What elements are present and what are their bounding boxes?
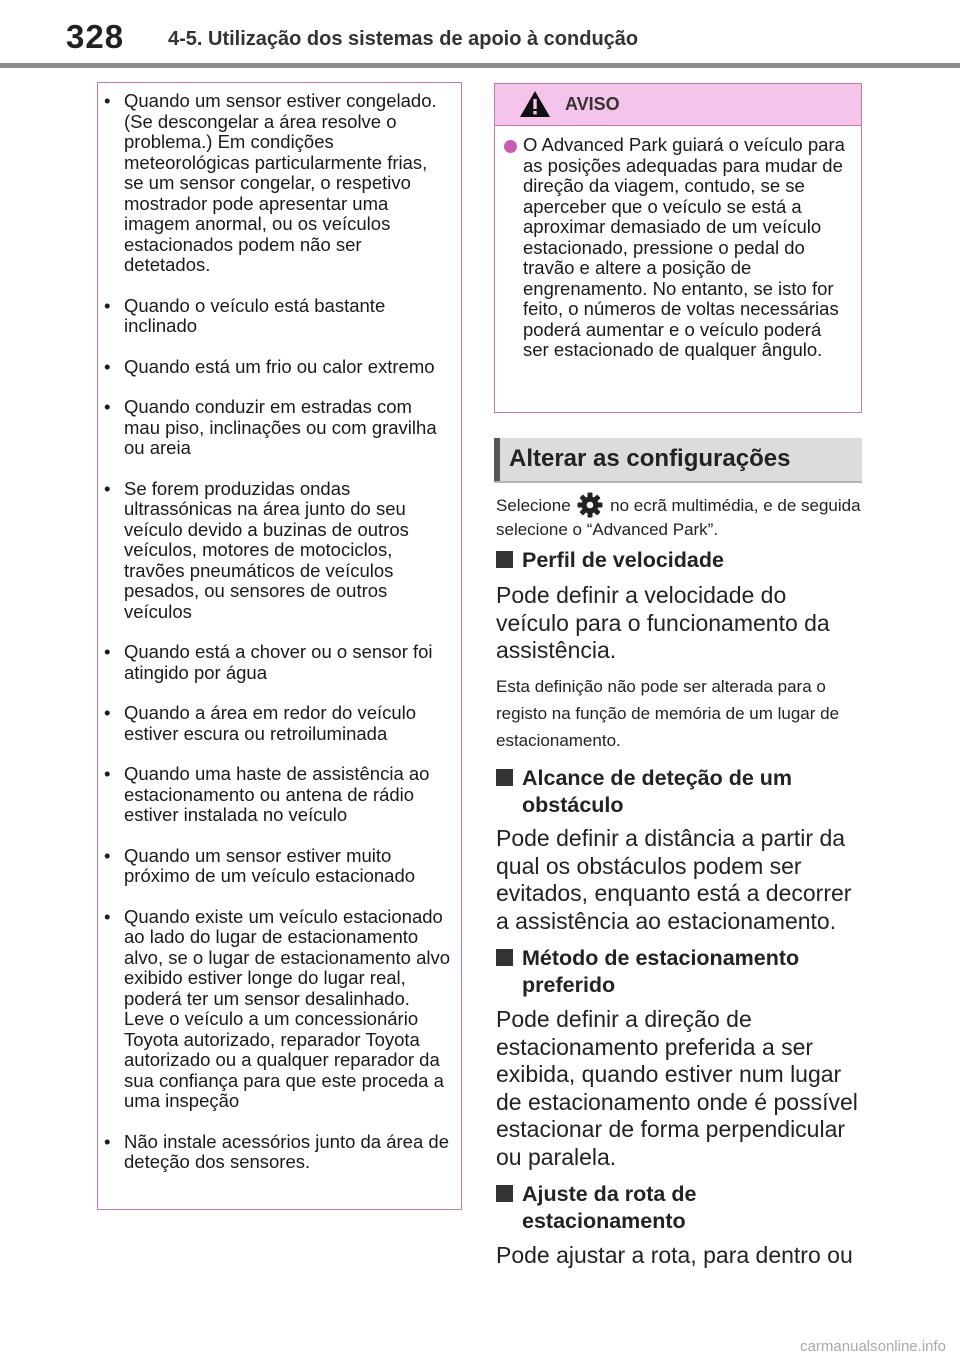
section-body: Pode ajustar a rota, para dentro ou	[496, 1242, 853, 1268]
page-number: 328	[66, 18, 125, 55]
gear-icon	[577, 492, 603, 518]
subsection-heading: Alcance de deteção de um obstáculo	[496, 765, 862, 819]
list-item: • Quando conduzir em estradas com mau piso, inclinações ou com gravilha ou areia	[104, 396, 437, 458]
bullet-dot-icon	[504, 140, 517, 153]
warning-triangle-icon	[519, 90, 551, 118]
warning-title: AVISO	[565, 94, 620, 114]
settings-intro: Selecione no ecrã multimédia, e de seguida selecione o “Advanced Park”.	[496, 492, 862, 541]
list-item: • Quando existe um veículo estacionado ao lado do lugar de estacionamento alvo, se o lugar de estacionamento alvo exibido estiver longe do lugar real, poderá ter um sensor desalinhado. Leve o veículo a um concessionário Toyota autorizado, reparador Toyota autorizado ou a qualquer reparador da sua confiança para que este proceda a uma inspeção	[104, 905, 451, 1111]
settings-heading-text: Alterar as configurações	[509, 445, 791, 472]
list-item: • Se forem produzidas ondas ultrassónicas na área junto do seu veículo devido a buzinas de outros veículos, motores de motociclos, travões pneumáticos de veículos pesados, ou sensores de outros veículos	[104, 477, 409, 622]
square-bullet-icon	[496, 949, 513, 966]
settings-heading	[494, 438, 862, 483]
warning-text: O Advanced Park guiará o veículo para as posições adequadas para mudar de direção da viagem, contudo, se se aperceber que o veículo se está a aproximar demasiado de um veículo estacionado, pressione o pedal do travão e altere a posição de engrenamento. No entanto, se isto for feito, o números de voltas necessárias poderá aumentar e o veículo poderá ser estacionado de qualquer ângulo.	[523, 134, 845, 360]
header-divider	[0, 63, 960, 68]
subsection-heading: Método de estacionamento preferido	[496, 945, 862, 999]
subsection-heading: Perfil de velocidade	[496, 547, 862, 574]
square-bullet-icon	[496, 1185, 513, 1202]
section-note: Esta definição não pode ser alterada para o registo na função de memória de um lugar de estacionamento.	[496, 677, 840, 750]
warning-body	[495, 126, 861, 361]
section-body: Pode definir a velocidade do veículo para o funcionamento da assistência.	[496, 582, 830, 663]
square-bullet-icon	[496, 769, 513, 786]
warning-header	[495, 84, 861, 126]
list-item: • Quando uma haste de assistência ao estacionamento ou antena de rádio estiver instalada no veículo	[104, 763, 430, 825]
subsection-heading: Ajuste da rota de estacionamento	[496, 1181, 862, 1235]
conditions-box	[97, 82, 462, 1210]
list-item: • Quando um sensor estiver congelado. (Se descongelar a área resolve o problema.) Em condições meteorológicas particularmente frias, se um sensor congelar, o respetivo mostrador pode apresentar uma imagem anormal, ou os veículos estacionados podem não ser detetados.	[104, 90, 437, 275]
section-body: Pode definir a direção de estacionamento preferida a ser exibida, quando estiver num lugar de estacionamento onde é possível estacionar de forma perpendicular ou paralela.	[496, 1006, 858, 1170]
list-item: • Quando um sensor estiver muito próximo de um veículo estacionado	[104, 844, 416, 886]
watermark: carmanualsonline.info	[800, 1338, 946, 1355]
warning-box	[494, 83, 862, 413]
list-item: • Quando está a chover ou o sensor foi atingido por água	[104, 641, 433, 683]
list-item: • Quando está um frio ou calor extremo	[104, 355, 435, 377]
square-bullet-icon	[496, 551, 513, 568]
list-item: • Não instale acessórios junto da área de deteção dos sensores.	[104, 1130, 449, 1172]
page-header	[0, 0, 960, 72]
section-title: 4-5. Utilização dos sistemas de apoio à condução	[168, 28, 639, 50]
list-item: • Quando a área em redor do veículo estiver escura ou retroiluminada	[104, 702, 417, 744]
conditions-list	[98, 83, 461, 1173]
section-body: Pode definir a distância a partir da qual os obstáculos podem ser evitados, enquanto está a decorrer a assistência ao estacionamento.	[496, 825, 852, 934]
list-item: • Quando o veículo está bastante inclinado	[104, 294, 386, 336]
